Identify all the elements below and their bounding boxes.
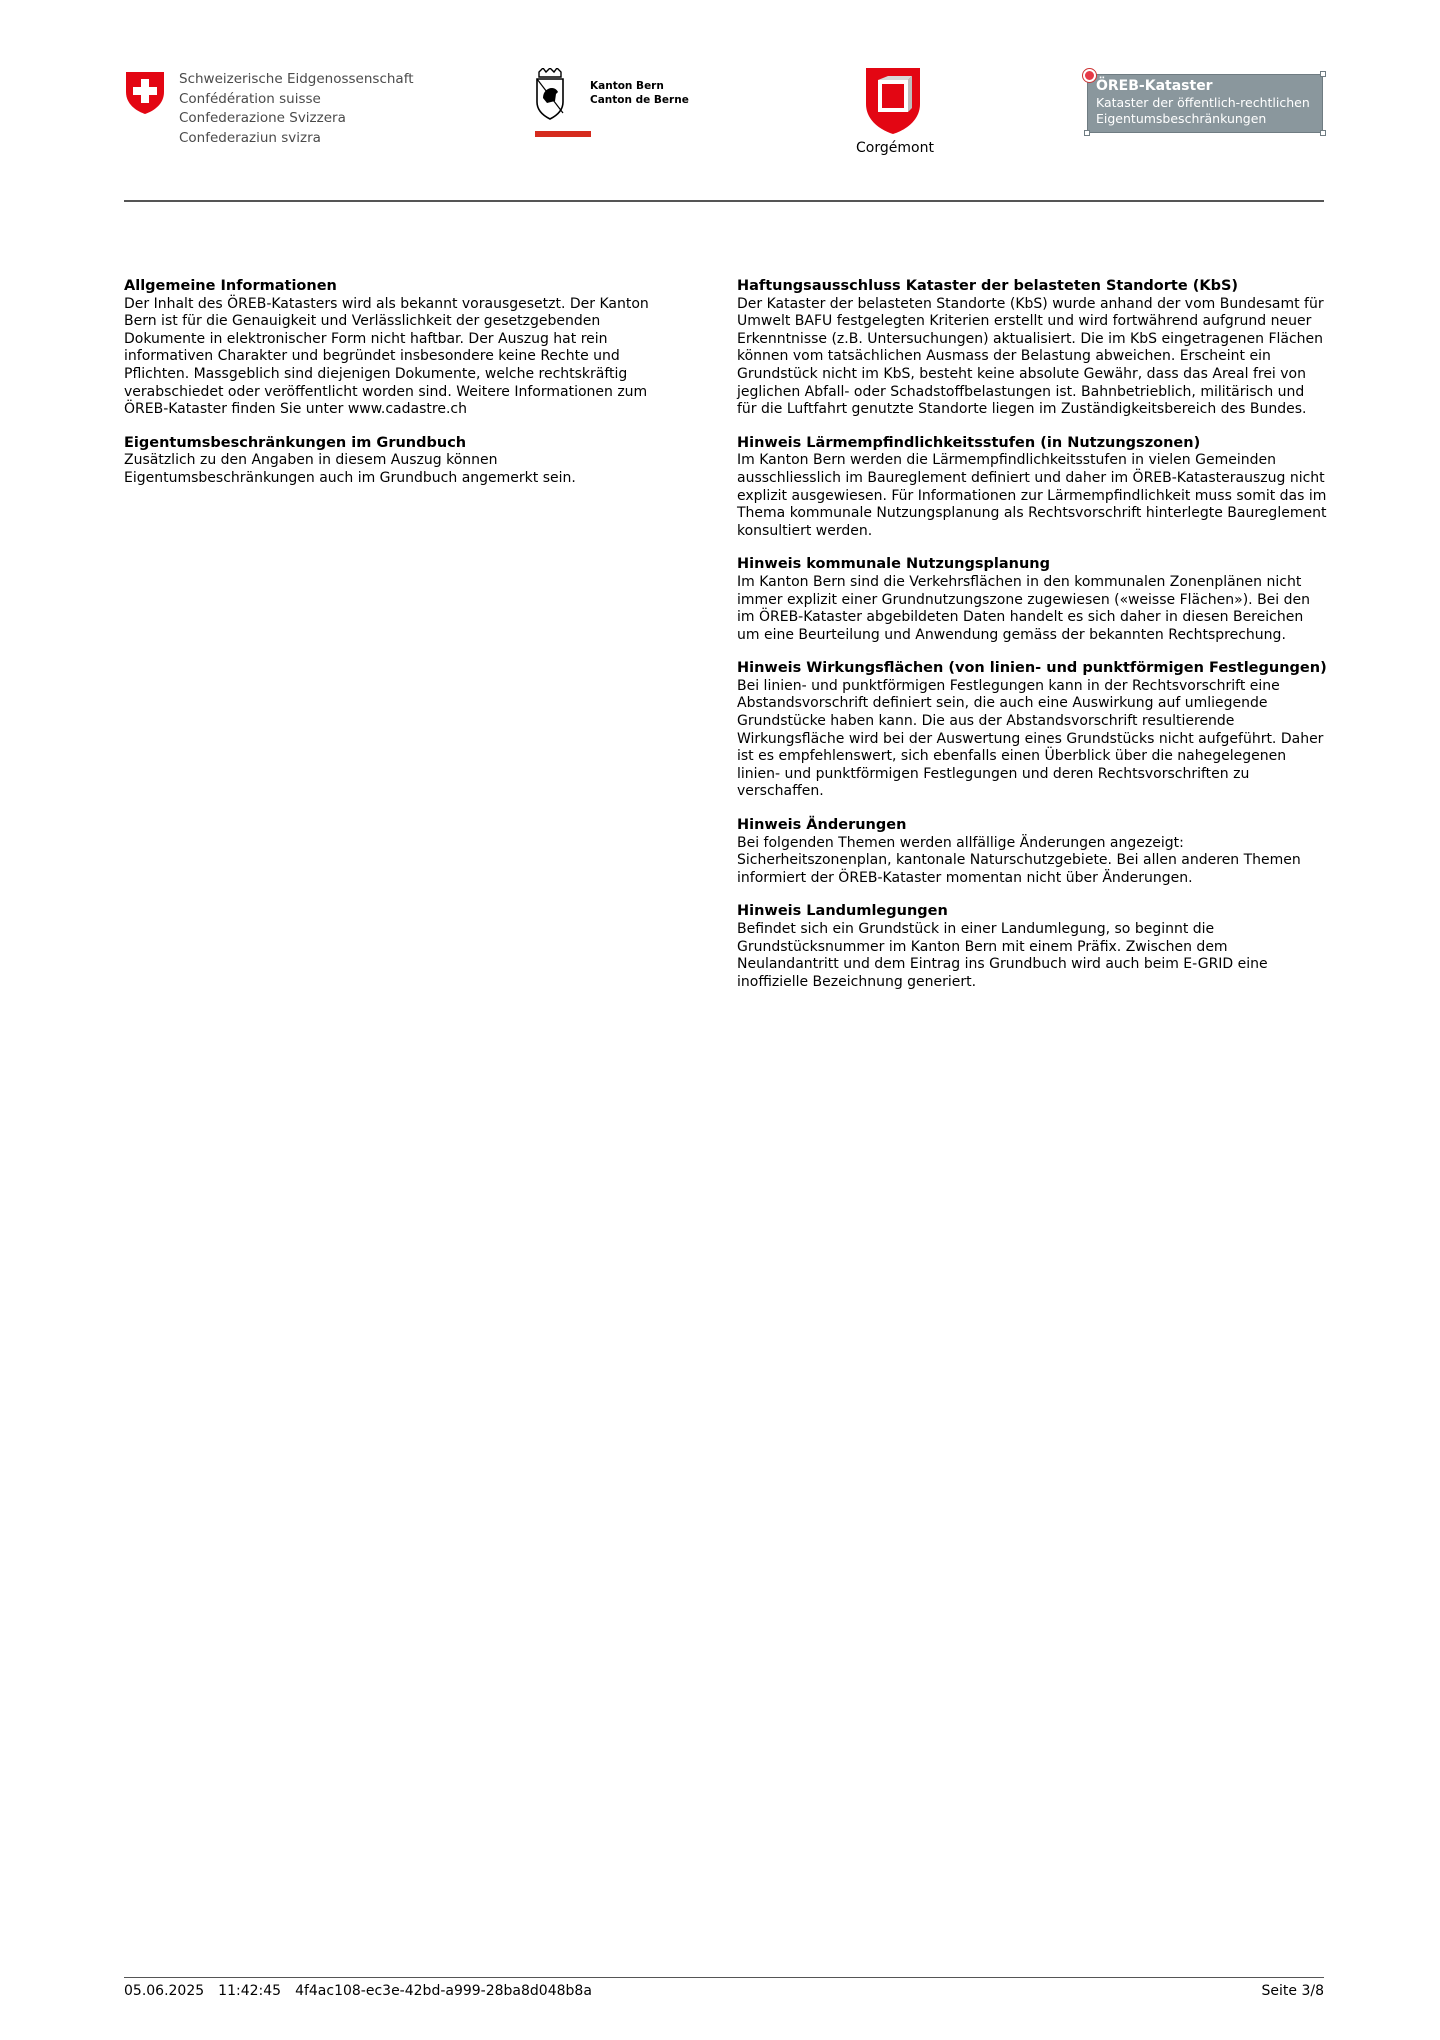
section-title: Hinweis Landumlegungen (737, 903, 948, 920)
footer-document-id: 4f4ac108-ec3e-42bd-a999-28ba8d048b8a (295, 1983, 592, 1999)
section-text: Der Inhalt des ÖREB-Katasters wird als bekannt vorausgesetzt. Der Kanton Bern ist für die Genauigkeit und Verlässlichkeit der gesetzgebenden Dokumente in elektronischer Form nicht haftbar. Der Auszug hat rein informativen Charakter und begründet insbesondere keine Rechte und Pflichten. Massgeblich sind diejenigen Dokumente, welche rechtskräftig verabschiedet oder veröffentlicht worden sind. Weitere Informationen zum ÖREB-Kataster finden Sie unter www.cadastre.ch (124, 295, 649, 418)
confederation-names (179, 70, 414, 148)
swiss-cross-icon (124, 70, 166, 116)
section-changes (737, 817, 1327, 887)
confederation-line-rm: Confederaziun svizra (179, 129, 321, 146)
oereb-subtitle-line-2: Eigentumsbeschränkungen (1096, 111, 1267, 126)
section-text: Zusätzlich zu den Angaben in diesem Auszug können Eigentumsbeschränkungen auch im Grundbuch angemerkt sein. (124, 452, 576, 486)
section-noise-levels (737, 435, 1327, 541)
section-general-info (124, 278, 684, 419)
footer-page-number: Seite 3/8 (1261, 1983, 1324, 1999)
canton-bern-name (590, 79, 689, 107)
bear-shield-icon (535, 68, 565, 120)
swiss-confederation-logo (124, 70, 166, 120)
section-text: Befindet sich ein Grundstück in einer Landumlegung, so beginnt die Grundstücksnummer im Kanton Bern mit einem Präfix. Zwischen dem Neulandantritt und dem Eintrag ins Grundbuch wird auch beim E-GRID eine inoffizielle Bezeichnung generiert. (737, 921, 1268, 990)
oereb-kataster-logo (1087, 74, 1323, 133)
section-text: Der Kataster der belasteten Standorte (KbS) wurde anhand der vom Bundesamt für Umwelt BAFU festgelegten Kriterien erstellt und wird fortwährend aufgrund neuer Erkenntnisse (z.B. Untersuchungen) aktualisiert. Die im KbS eingetragenen Flächen können vom tatsächlichen Ausmass der Belastung abweichen. Erscheint ein Grundstück nicht im KbS, besteht keine absolute Gewähr, dass das Areal frei von jeglichen Abfall- oder Schadstoffbelastungen ist. Bahnbetrieblich, militärisch und für die Luftfahrt genutzte Standorte liegen im Zuständigkeitsbereich des Bundes. (737, 295, 1324, 418)
section-title: Allgemeine Informationen (124, 278, 337, 294)
section-communal-planning (737, 556, 1327, 644)
section-text: Bei folgenden Themen werden allfällige Änderungen angezeigt: Sicherheitszonenplan, kantonale Naturschutzgebiete. Bei allen anderen Themen informiert der ÖREB-Kataster momentan nicht über Änderungen. (737, 834, 1301, 886)
section-title: Hinweis Lärmempfindlichkeitsstufen (in Nutzungszonen) (737, 434, 1201, 451)
section-text: Im Kanton Bern werden die Lärmempfindlichkeitsstufen in vielen Gemeinden ausschliesslich im Baureglement definiert und daher im ÖREB-Katasterauszug nicht explizit ausgewiesen. Für Informationen zur Lärmempfindlichkeit muss somit das im Thema kommunale Nutzungsplanung als Rechtsvorschrift hinterlegte Baureglement konsultiert werden. (737, 452, 1327, 539)
canton-bern-logo (535, 68, 565, 124)
section-effect-areas (737, 660, 1327, 801)
footer-time: 11:42:45 (218, 1983, 282, 1999)
oereb-title: ÖREB-Kataster (1096, 78, 1213, 94)
footer-divider (124, 1977, 1324, 1978)
oereb-handle-icon (1084, 130, 1090, 136)
oereb-handle-icon (1320, 71, 1326, 77)
municipality-logo (864, 66, 922, 140)
confederation-line-fr: Confédération suisse (179, 90, 321, 107)
section-text: Bei linien- und punktförmigen Festlegungen kann in der Rechtsvorschrift eine Abstandsvorschrift definiert sein, die auch eine Auswirkung auf umliegende Grundstücke haben kann. Die aus der Abstandsvorschrift resultierende Wirkungsfläche wird bei der Auswertung eines Grundstücks nicht aufgeführt. Daher ist es empfehlenswert, sich ebenfalls einen Überblick über die nahegelegenen linien- und punktförmigen Festlegungen und deren Rechtsvorschriften zu verschaffen. (737, 677, 1324, 800)
section-title: Eigentumsbeschränkungen im Grundbuch (124, 434, 467, 451)
section-title: Hinweis kommunale Nutzungsplanung (737, 556, 1050, 573)
confederation-line-de: Schweizerische Eidgenossenschaft (179, 71, 414, 87)
canton-line-fr: Canton de Berne (590, 94, 689, 106)
confederation-line-it: Confederazione Svizzera (179, 110, 346, 126)
section-kbs-disclaimer (737, 278, 1327, 419)
municipality-shield-icon (864, 66, 922, 136)
section-land-register-restrictions (124, 435, 684, 488)
oereb-handle-icon (1320, 130, 1326, 136)
oereb-subtitle-line-1: Kataster der öffentlich-rechtlichen (1096, 95, 1310, 110)
footer-meta (124, 1983, 1324, 1999)
section-title: Hinweis Wirkungsflächen (von linien- und punktförmigen Festlegungen) (737, 660, 1327, 677)
oereb-marker-icon (1083, 69, 1096, 82)
municipality-name: Corgémont (856, 140, 934, 156)
section-land-consolidation (737, 903, 1327, 991)
left-column (124, 278, 684, 504)
header-divider (124, 200, 1324, 202)
section-title: Hinweis Änderungen (737, 817, 907, 834)
footer (124, 1983, 1324, 1999)
footer-date: 05.06.2025 (124, 1983, 205, 1999)
canton-accent-bar (535, 131, 591, 137)
right-column (737, 278, 1327, 1007)
section-title: Haftungsausschluss Kataster der belasteten Standorte (KbS) (737, 278, 1239, 294)
section-text: Im Kanton Bern sind die Verkehrsflächen in den kommunalen Zonenplänen nicht immer explizit einer Grundnutzungszone zugewiesen («weisse Flächen»). Bei den im ÖREB-Kataster abgebildeten Daten handelt es sich daher in diesen Bereichen um eine Beurteilung und Anwendung gemäss der bekannten Rechtsprechung. (737, 573, 1311, 643)
canton-line-de: Kanton Bern (590, 80, 664, 92)
